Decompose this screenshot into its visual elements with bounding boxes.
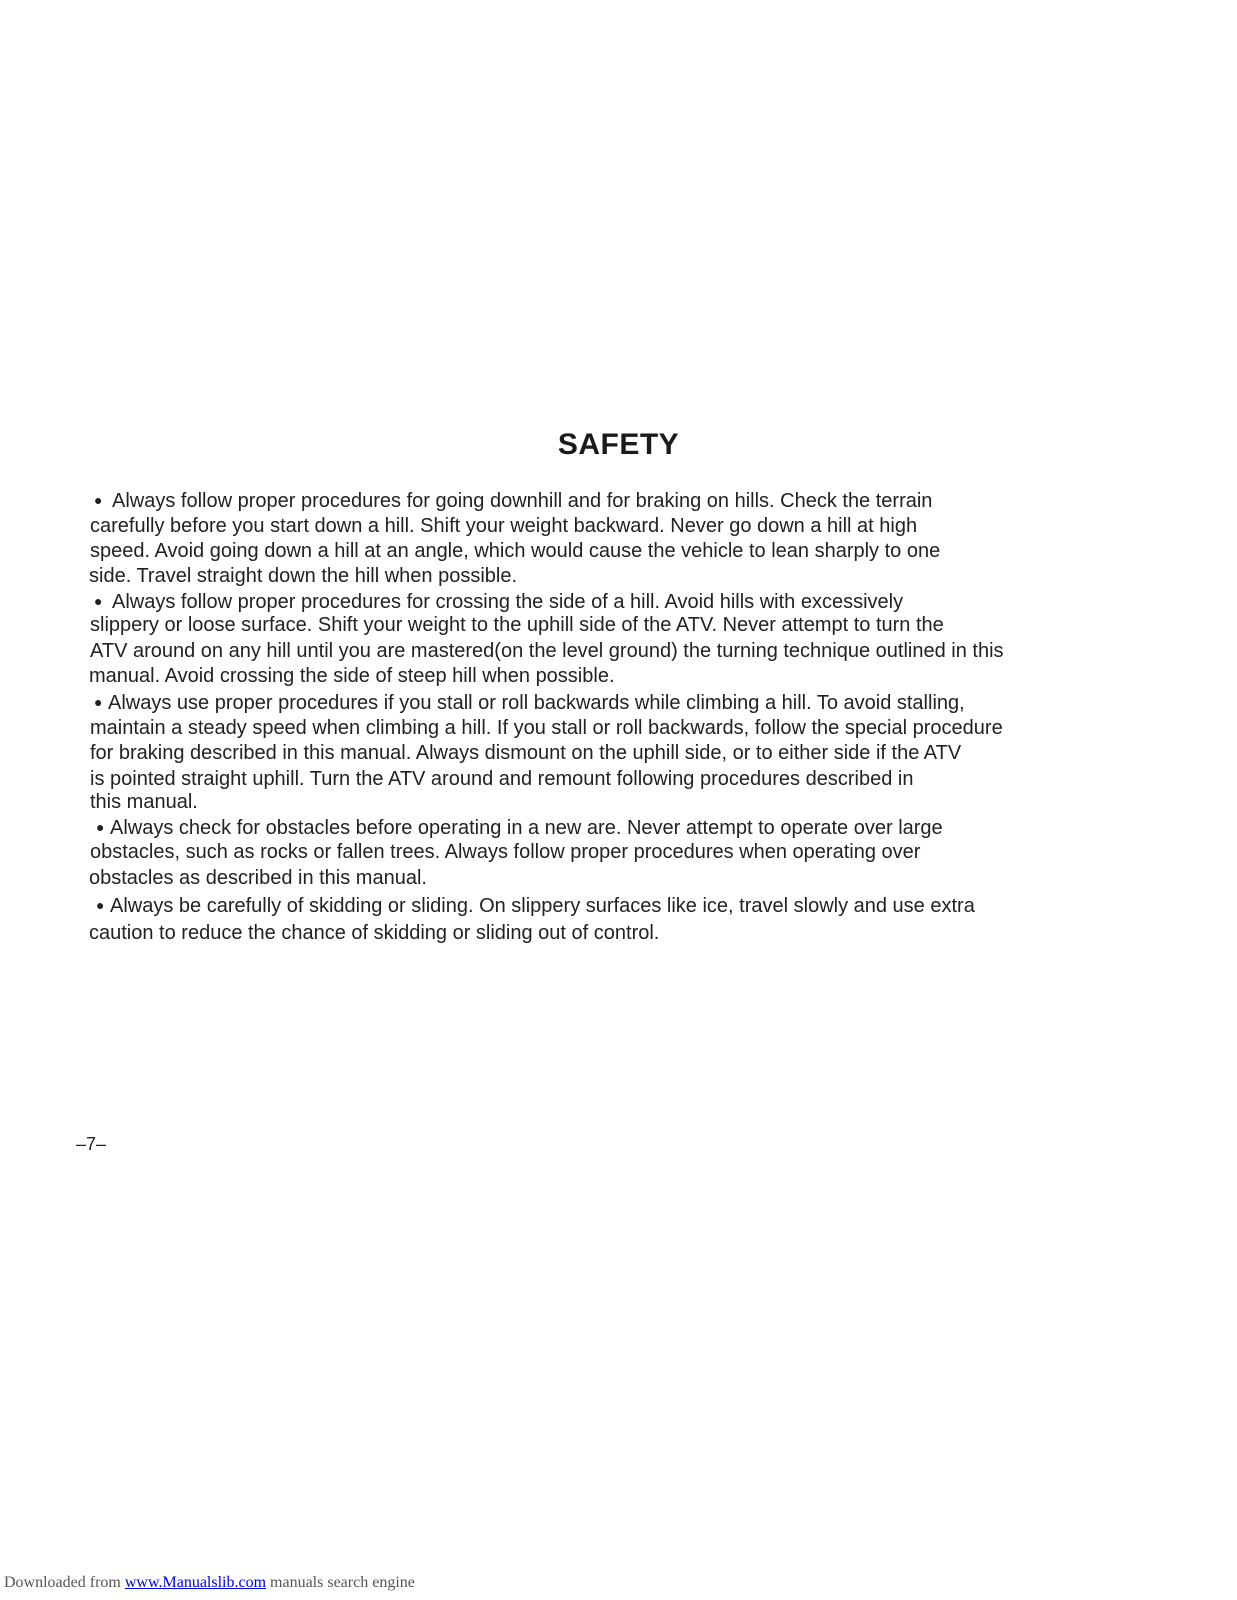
text-line: obstacles as described in this manual. — [89, 867, 427, 889]
bullet-line: ● Always check for obstacles before operating in a new are. Never attempt to operate over large — [96, 817, 943, 839]
page-title: SAFETY — [557, 428, 680, 461]
download-footer — [4, 1574, 415, 1592]
bullet-line: ● Always use proper procedures if you stall or roll backwards while climbing a hill. To avoid stalling, — [94, 692, 965, 714]
text-line: maintain a steady speed when climbing a hill. If you stall or roll backwards, follow the special procedure — [90, 717, 1003, 739]
manualslib-link[interactable]: www.Manualslib.com — [124, 1574, 267, 1591]
bullet-icon: ● — [94, 492, 103, 508]
bullet-icon: ● — [96, 819, 105, 835]
text-line: side. Travel straight down the hill when possible. — [89, 565, 518, 587]
text-line: is pointed straight uphill. Turn the ATV around and remount following procedures described in — [90, 768, 914, 790]
bullet-icon: ● — [94, 593, 103, 609]
text-line: slippery or loose surface. Shift your weight to the uphill side of the ATV. Never attempt to turn the — [90, 614, 944, 636]
text-line: manual. Avoid crossing the side of steep hill when possible. — [89, 665, 615, 687]
bullet-icon: ● — [94, 694, 103, 710]
bullet-icon: ● — [96, 897, 105, 913]
text-line: speed. Avoid going down a hill at an angle, which would cause the vehicle to lean sharply to one — [90, 540, 941, 562]
bullet-line: ● Always follow proper procedures for going downhill and for braking on hills. Check the terrain — [94, 490, 933, 512]
text-line: this manual. — [90, 791, 198, 813]
text-line: carefully before you start down a hill. Shift your weight backward. Never go down a hill at high — [90, 515, 918, 537]
footer-prefix: Downloaded from — [4, 1574, 125, 1591]
text-line: ATV around on any hill until you are mastered(on the level ground) the turning technique outlined in this — [90, 640, 1004, 662]
text-line: caution to reduce the chance of skidding or sliding out of control. — [89, 922, 660, 944]
text-line: obstacles, such as rocks or fallen trees. Always follow proper procedures when operating over — [90, 841, 921, 863]
bullet-line: ● Always be carefully of skidding or sliding. On slippery surfaces like ice, travel slowly and use extra — [96, 895, 975, 917]
footer-suffix: manuals search engine — [266, 1574, 415, 1591]
text-line: for braking described in this manual. Always dismount on the uphill side, or to either side if the ATV — [90, 742, 962, 764]
bullet-line: ● Always follow proper procedures for crossing the side of a hill. Avoid hills with excessively — [94, 591, 904, 613]
page-number: –7– — [76, 1134, 107, 1154]
